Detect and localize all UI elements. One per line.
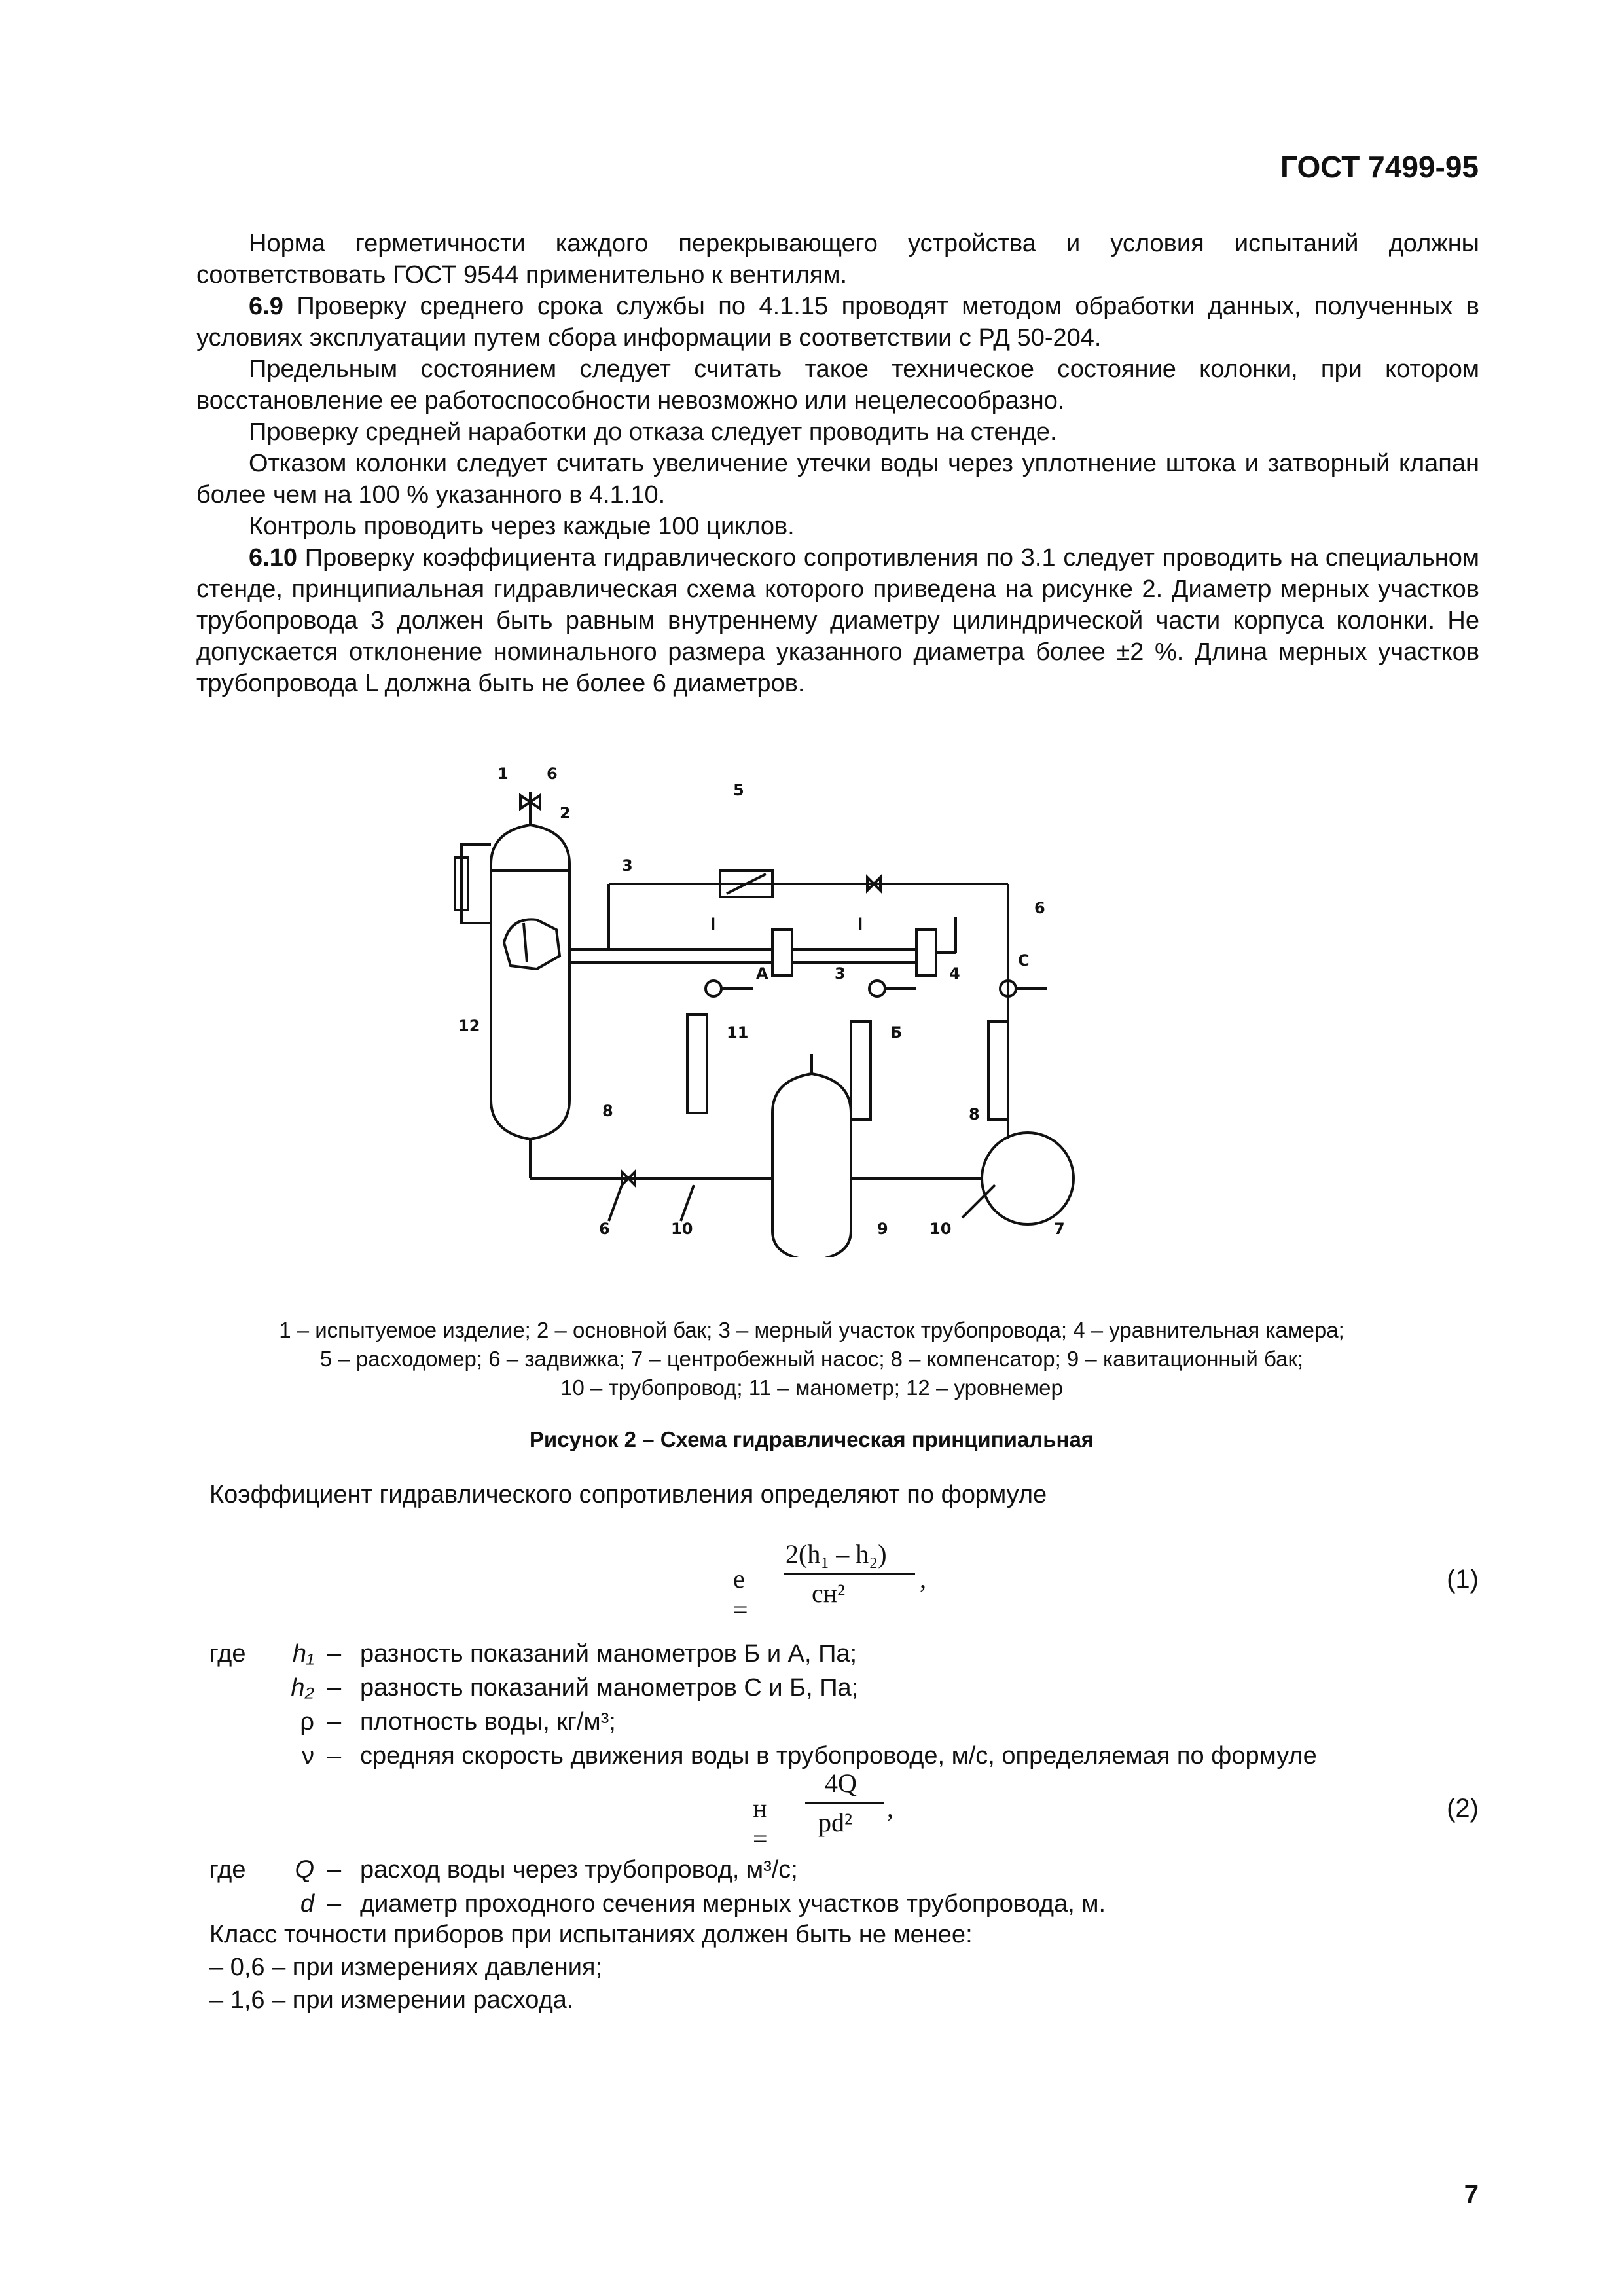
formula-2-tail: , [887, 1793, 893, 1823]
standard-header: ГОСТ 7499-95 [1280, 150, 1479, 184]
page-number: 7 [1464, 2180, 1479, 2209]
formula-1-number: (1) [1447, 1565, 1479, 1594]
body-text [196, 228, 1479, 699]
label-10-right: 10 [929, 1220, 952, 1238]
accuracy-line: Класс точности приборов при испытаниях должен быть не менее: [209, 1921, 973, 1948]
formula-2-denominator: pd² [818, 1808, 852, 1837]
where-list-2 [209, 1853, 1106, 1921]
label-3b: 3 [835, 964, 846, 983]
accuracy-list [209, 1918, 973, 2016]
formula-1-numerator: 2(h₁ – h₂) [785, 1539, 887, 1569]
accuracy-line: – 1,6 – при измерении расхода. [209, 1986, 574, 2014]
legend-line: 5 – расходомер; 6 – задвижка; 7 – центробежный насос; 8 – компенсатор; 9 – кавитационный бак; [319, 1347, 1304, 1371]
tested-item [504, 919, 560, 969]
label-10-left: 10 [671, 1220, 693, 1238]
fraction-bar [784, 1573, 915, 1575]
centrifugal-pump [982, 1133, 1074, 1224]
where-row: ρ – плотность воды, кг/м³; [300, 1708, 616, 1736]
figure-legend [131, 1316, 1492, 1402]
label-1: 1 [497, 765, 509, 783]
hydraulic-scheme-figure [406, 733, 1257, 1257]
label-6-bottom: 6 [599, 1220, 610, 1238]
label-12: 12 [458, 1017, 480, 1035]
label-2: 2 [560, 804, 571, 822]
label-5: 5 [733, 781, 744, 799]
legend-line: 1 – испытуемое изделие; 2 – основной бак; 3 – мерный участок трубопровода; 4 – уравнительная камера; [279, 1318, 1344, 1342]
fraction-bar [805, 1802, 884, 1804]
label-8-left: 8 [602, 1102, 613, 1120]
cavitation-tank [772, 1074, 851, 1257]
chamber-4a [772, 930, 792, 975]
label-c: С [1018, 951, 1030, 970]
paragraph: Отказом колонки следует считать увеличение утечки воды через уплотнение штока и затворный клапан более чем на 100 % указанного в 4.1.10. [196, 450, 1479, 509]
chamber-4b [916, 930, 936, 975]
label-6-top: 6 [547, 765, 558, 783]
formula-1-lhs: e = [733, 1564, 748, 1624]
figure-caption: Рисунок 2 – Схема гидравлическая принципиальная [529, 1427, 1094, 1451]
formula-intro: Коэффициент гидравлического сопротивления определяют по формуле [209, 1481, 1047, 1508]
legend-line: 10 – трубопровод; 11 – манометр; 12 – уровнемер [560, 1376, 1063, 1400]
label-11: 11 [727, 1023, 749, 1042]
paragraph: 6.9 Проверку среднего срока службы по 4.1.15 проводят методом обработки данных, полученных в условиях эксплуатации путем сбора информации в соответствии с РД 50-204. [196, 293, 1479, 352]
label-4: 4 [949, 964, 960, 983]
where-row: d – диаметр проходного сечения мерных участков трубопровода, м. [300, 1890, 1106, 1918]
formula-2-number: (2) [1447, 1794, 1479, 1823]
paragraph: Норма герметичности каждого перекрывающего устройства и условия испытаний должны соответствовать ГОСТ 9544 применительно к вентилям. [196, 230, 1479, 289]
label-l1: l [710, 915, 716, 934]
label-8-right: 8 [969, 1105, 980, 1123]
accuracy-line: – 0,6 – при измерениях давления; [209, 1954, 603, 1981]
paragraph: Предельным состоянием следует считать такое техническое состояние колонки, при котором восстановление ее работоспособности невозможно или нецелесообразно. [196, 355, 1479, 414]
where-row: ν – средняя скорость движения воды в трубопроводе, м/с, определяемая по формуле [302, 1742, 1317, 1770]
label-a: А [756, 964, 768, 983]
formula-2-lhs: н = [753, 1793, 768, 1853]
label-b: Б [890, 1023, 903, 1042]
formula-1-denominator: сн² [812, 1578, 846, 1608]
where-row: где Q – расход воды через трубопровод, м³/с; [209, 1856, 798, 1884]
where-row: h₂ – разность показаний манометров С и Б, Па; [291, 1674, 859, 1702]
paragraph: Проверку средней наработки до отказа следует проводить на стенде. [249, 418, 1057, 446]
label-6-right: 6 [1034, 899, 1045, 917]
label-9: 9 [877, 1220, 888, 1238]
paragraph: 6.10 Проверку коэффициента гидравлического сопротивления по 3.1 следует проводить на специальном стенде, принципиальная гидравлическая схема которого приведена на рисунке 2. Диаметр мерных участков трубопровода 3 должен быть равным внутреннему диаметру цилиндрической части корпуса колонки. Не допускается отклонение номинального размера указанного диаметра более ±2 %. Длина мерных участков трубопровода L должна быть не более 6 диаметров. [196, 544, 1479, 697]
formula-2-numerator: 4Q [825, 1768, 857, 1798]
formula-1-tail: , [920, 1564, 926, 1594]
label-l2: l [857, 915, 863, 934]
label-7: 7 [1054, 1220, 1065, 1238]
paragraph: Контроль проводить через каждые 100 циклов. [249, 513, 795, 540]
where-list-1 [209, 1637, 1317, 1773]
label-3: 3 [622, 856, 633, 875]
where-row: где h₁ – разность показаний манометров Б и А, Па; [209, 1640, 857, 1667]
